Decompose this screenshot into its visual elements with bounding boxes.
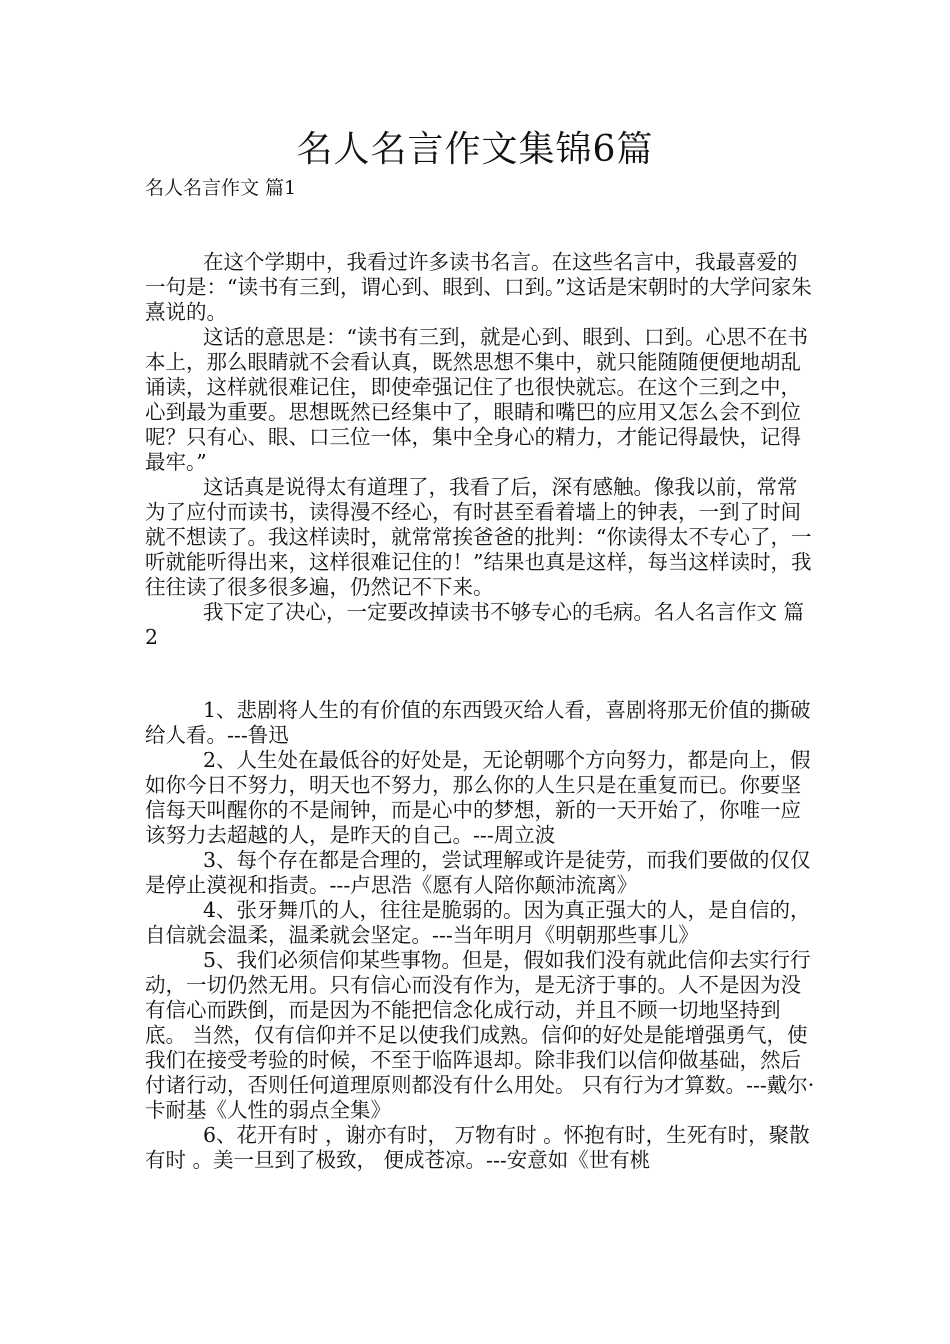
paragraph: 我下定了决心，一定要改掉读书不够专心的毛病。名人名言作文 篇2 <box>145 600 805 649</box>
quote-item: 1、悲剧将人生的有价值的东西毁灭给人看，喜剧将那无价值的撕破给人看。---鲁迅 <box>145 698 811 747</box>
quotes-section <box>145 698 815 1173</box>
section-heading: 名人名言作文 篇1 <box>145 177 297 199</box>
quote-item: 3、每个存在都是合理的，尝试理解或许是徒劳，而我们要做的仅仅是停止漠视和指责。---卢思浩《愿有人陪你颠沛流离》 <box>145 848 811 897</box>
quote-item: 2、人生处在最低谷的好处是，无论朝哪个方向努力，都是向上，假如你今日不努力，明天也不努力，那么你的人生只是在重复而已。你要坚信每天叫醒你的不是闹钟，而是心中的梦想，新的一天开始了，你唯一应该努力去超越的人，是昨天的自己。---周立波 <box>145 748 811 847</box>
quote-item: 6、花开有时 ，谢亦有时， 万物有时 。怀抱有时，生死有时，聚散有时 。美一旦到了极致， 便成苍凉。---安意如《世有桃 <box>145 1123 810 1172</box>
article-section-1 <box>145 250 815 650</box>
document-title: 名人名言作文集锦6篇 <box>296 129 654 170</box>
paragraph: 这话真是说得太有道理了，我看了后，深有感触。像我以前，常常为了应付而读书，读得漫不经心，有时甚至看着墙上的钟表，一到了时间就不想读了。我这样读时，就常常挨爸爸的批判：“你读得太不专心了，一听就能听得出来，这样很难记住的！”结果也真是这样，每当这样读时，我往往读了很多很多遍，仍然记不下来。 <box>145 475 812 599</box>
paragraph: 在这个学期中，我看过许多读书名言。在这些名言中，我最喜爱的一句是：“读书有三到，谓心到、眼到、口到。”这话是宋朝时的大学问家朱熹说的。 <box>145 250 812 324</box>
quote-item: 5、我们必须信仰某些事物。但是，假如我们没有就此信仰去实行行动，一切仍然无用。只有信心而没有作为，是无济于事的。人不是因为没有信心而跌倒，而是因为不能把信念化成行动，并且不顾一切地坚持到底。 当然，仅有信仰并不足以使我们成熟。信仰的好处是能增强勇气，使我们在接受考验的时候，不至于临阵退却。除非我们以信仰做基础，然后付诸行动，否则任何道理原则都没有什么用处。 只有行为才算数。---戴尔·卡耐基《人性的弱点全集》 <box>145 948 815 1122</box>
paragraph: 这话的意思是：“读书有三到，就是心到、眼到、口到。心思不在书本上，那么眼睛就不会看认真，既然思想不集中，就只能随随便便地胡乱诵读，这样就很难记住，即使牵强记住了也很快就忘。在这个三到之中，心到最为重要。思想既然已经集中了，眼睛和嘴巴的应用又怎么会不到位呢？只有心、眼、口三位一体，集中全身心的精力，才能记得最快，记得最牢。” <box>145 325 808 474</box>
quote-item: 4、张牙舞爪的人，往往是脆弱的。因为真正强大的人，是自信的，自信就会温柔，温柔就会坚定。---当年明月《明朝那些事儿》 <box>145 898 811 947</box>
